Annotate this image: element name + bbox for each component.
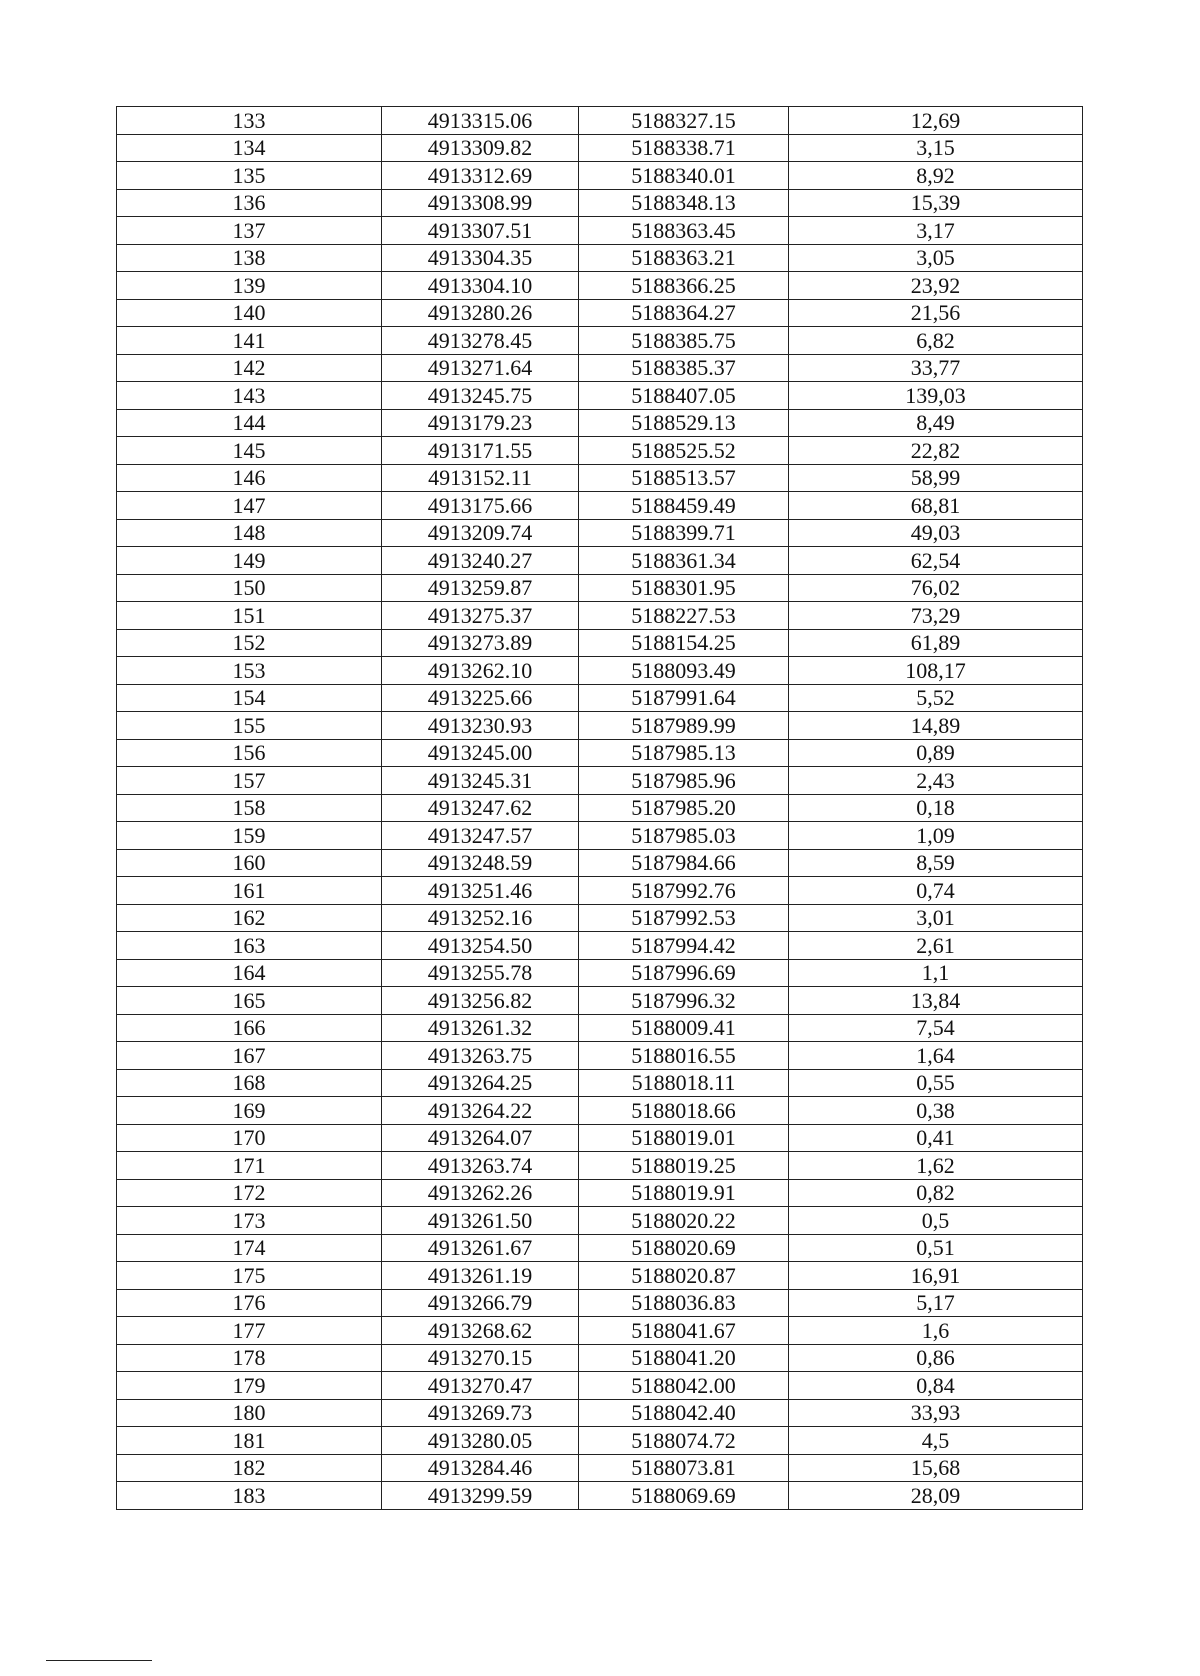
coordinates-table-body — [117, 107, 1083, 1510]
point-number-cell: 171 — [117, 1152, 382, 1180]
point-number-cell: 152 — [117, 629, 382, 657]
point-number-cell: 161 — [117, 877, 382, 905]
x-coordinate-cell: 4913261.32 — [382, 1014, 579, 1042]
table-row — [117, 767, 1083, 795]
x-coordinate-cell: 4913247.62 — [382, 794, 579, 822]
y-coordinate-cell: 5187985.96 — [579, 767, 789, 795]
table-row — [117, 299, 1083, 327]
x-coordinate-cell: 4913273.89 — [382, 629, 579, 657]
point-number-cell: 149 — [117, 547, 382, 575]
distance-cell: 0,18 — [789, 794, 1083, 822]
table-row — [117, 684, 1083, 712]
point-number-cell: 153 — [117, 657, 382, 685]
point-number-cell: 143 — [117, 382, 382, 410]
point-number-cell: 177 — [117, 1317, 382, 1345]
x-coordinate-cell: 4913261.19 — [382, 1262, 579, 1290]
y-coordinate-cell: 5188348.13 — [579, 189, 789, 217]
y-coordinate-cell: 5188366.25 — [579, 272, 789, 300]
table-row — [117, 1207, 1083, 1235]
y-coordinate-cell: 5188041.67 — [579, 1317, 789, 1345]
point-number-cell: 147 — [117, 492, 382, 520]
distance-cell: 73,29 — [789, 602, 1083, 630]
x-coordinate-cell: 4913245.75 — [382, 382, 579, 410]
x-coordinate-cell: 4913278.45 — [382, 327, 579, 355]
point-number-cell: 169 — [117, 1097, 382, 1125]
distance-cell: 8,49 — [789, 409, 1083, 437]
y-coordinate-cell: 5188525.52 — [579, 437, 789, 465]
distance-cell: 4,5 — [789, 1427, 1083, 1455]
distance-cell: 1,64 — [789, 1042, 1083, 1070]
x-coordinate-cell: 4913264.25 — [382, 1069, 579, 1097]
table-row — [117, 959, 1083, 987]
point-number-cell: 142 — [117, 354, 382, 382]
distance-cell: 1,1 — [789, 959, 1083, 987]
point-number-cell: 172 — [117, 1179, 382, 1207]
x-coordinate-cell: 4913275.37 — [382, 602, 579, 630]
x-coordinate-cell: 4913299.59 — [382, 1482, 579, 1510]
point-number-cell: 168 — [117, 1069, 382, 1097]
point-number-cell: 166 — [117, 1014, 382, 1042]
table-row — [117, 107, 1083, 135]
table-row — [117, 739, 1083, 767]
point-number-cell: 173 — [117, 1207, 382, 1235]
point-number-cell: 140 — [117, 299, 382, 327]
x-coordinate-cell: 4913304.10 — [382, 272, 579, 300]
y-coordinate-cell: 5188227.53 — [579, 602, 789, 630]
table-row — [117, 409, 1083, 437]
point-number-cell: 176 — [117, 1289, 382, 1317]
x-coordinate-cell: 4913308.99 — [382, 189, 579, 217]
y-coordinate-cell: 5187991.64 — [579, 684, 789, 712]
point-number-cell: 163 — [117, 932, 382, 960]
distance-cell: 58,99 — [789, 464, 1083, 492]
y-coordinate-cell: 5188016.55 — [579, 1042, 789, 1070]
table-row — [117, 657, 1083, 685]
distance-cell: 68,81 — [789, 492, 1083, 520]
table-row — [117, 602, 1083, 630]
distance-cell: 13,84 — [789, 987, 1083, 1015]
distance-cell: 16,91 — [789, 1262, 1083, 1290]
distance-cell: 0,41 — [789, 1124, 1083, 1152]
point-number-cell: 137 — [117, 217, 382, 245]
distance-cell: 76,02 — [789, 574, 1083, 602]
table-row — [117, 519, 1083, 547]
table-row — [117, 1317, 1083, 1345]
table-row — [117, 1124, 1083, 1152]
distance-cell: 0,84 — [789, 1372, 1083, 1400]
y-coordinate-cell: 5187985.03 — [579, 822, 789, 850]
point-number-cell: 146 — [117, 464, 382, 492]
x-coordinate-cell: 4913248.59 — [382, 849, 579, 877]
x-coordinate-cell: 4913251.46 — [382, 877, 579, 905]
y-coordinate-cell: 5188327.15 — [579, 107, 789, 135]
y-coordinate-cell: 5188154.25 — [579, 629, 789, 657]
distance-cell: 2,43 — [789, 767, 1083, 795]
table-row — [117, 1152, 1083, 1180]
x-coordinate-cell: 4913175.66 — [382, 492, 579, 520]
distance-cell: 3,17 — [789, 217, 1083, 245]
y-coordinate-cell: 5188340.01 — [579, 162, 789, 190]
distance-cell: 5,52 — [789, 684, 1083, 712]
table-row — [117, 932, 1083, 960]
table-row — [117, 1399, 1083, 1427]
y-coordinate-cell: 5188407.05 — [579, 382, 789, 410]
y-coordinate-cell: 5188020.69 — [579, 1234, 789, 1262]
y-coordinate-cell: 5188338.71 — [579, 134, 789, 162]
point-number-cell: 175 — [117, 1262, 382, 1290]
table-row — [117, 547, 1083, 575]
x-coordinate-cell: 4913255.78 — [382, 959, 579, 987]
y-coordinate-cell: 5188019.91 — [579, 1179, 789, 1207]
point-number-cell: 133 — [117, 107, 382, 135]
table-row — [117, 464, 1083, 492]
point-number-cell: 148 — [117, 519, 382, 547]
y-coordinate-cell: 5188018.11 — [579, 1069, 789, 1097]
table-row — [117, 382, 1083, 410]
table-row — [117, 849, 1083, 877]
distance-cell: 8,92 — [789, 162, 1083, 190]
x-coordinate-cell: 4913262.26 — [382, 1179, 579, 1207]
y-coordinate-cell: 5188009.41 — [579, 1014, 789, 1042]
x-coordinate-cell: 4913280.05 — [382, 1427, 579, 1455]
point-number-cell: 135 — [117, 162, 382, 190]
distance-cell: 1,62 — [789, 1152, 1083, 1180]
point-number-cell: 155 — [117, 712, 382, 740]
point-number-cell: 182 — [117, 1454, 382, 1482]
distance-cell: 7,54 — [789, 1014, 1083, 1042]
y-coordinate-cell: 5188019.01 — [579, 1124, 789, 1152]
x-coordinate-cell: 4913266.79 — [382, 1289, 579, 1317]
point-number-cell: 179 — [117, 1372, 382, 1400]
x-coordinate-cell: 4913245.00 — [382, 739, 579, 767]
distance-cell: 5,17 — [789, 1289, 1083, 1317]
point-number-cell: 167 — [117, 1042, 382, 1070]
point-number-cell: 134 — [117, 134, 382, 162]
x-coordinate-cell: 4913309.82 — [382, 134, 579, 162]
point-number-cell: 151 — [117, 602, 382, 630]
point-number-cell: 144 — [117, 409, 382, 437]
x-coordinate-cell: 4913240.27 — [382, 547, 579, 575]
y-coordinate-cell: 5188385.37 — [579, 354, 789, 382]
table-row — [117, 904, 1083, 932]
y-coordinate-cell: 5188513.57 — [579, 464, 789, 492]
distance-cell: 0,86 — [789, 1344, 1083, 1372]
distance-cell: 0,38 — [789, 1097, 1083, 1125]
y-coordinate-cell: 5188019.25 — [579, 1152, 789, 1180]
x-coordinate-cell: 4913179.23 — [382, 409, 579, 437]
y-coordinate-cell: 5188069.69 — [579, 1482, 789, 1510]
point-number-cell: 141 — [117, 327, 382, 355]
point-number-cell: 159 — [117, 822, 382, 850]
y-coordinate-cell: 5188301.95 — [579, 574, 789, 602]
x-coordinate-cell: 4913225.66 — [382, 684, 579, 712]
x-coordinate-cell: 4913263.74 — [382, 1152, 579, 1180]
distance-cell: 3,05 — [789, 244, 1083, 272]
distance-cell: 12,69 — [789, 107, 1083, 135]
distance-cell: 23,92 — [789, 272, 1083, 300]
point-number-cell: 156 — [117, 739, 382, 767]
point-number-cell: 170 — [117, 1124, 382, 1152]
y-coordinate-cell: 5188361.34 — [579, 547, 789, 575]
x-coordinate-cell: 4913256.82 — [382, 987, 579, 1015]
footnote-separator — [46, 1660, 152, 1661]
distance-cell: 1,6 — [789, 1317, 1083, 1345]
y-coordinate-cell: 5188093.49 — [579, 657, 789, 685]
distance-cell: 0,51 — [789, 1234, 1083, 1262]
y-coordinate-cell: 5187996.69 — [579, 959, 789, 987]
table-row — [117, 134, 1083, 162]
x-coordinate-cell: 4913270.47 — [382, 1372, 579, 1400]
point-number-cell: 139 — [117, 272, 382, 300]
x-coordinate-cell: 4913252.16 — [382, 904, 579, 932]
table-row — [117, 1289, 1083, 1317]
table-row — [117, 712, 1083, 740]
x-coordinate-cell: 4913209.74 — [382, 519, 579, 547]
distance-cell: 108,17 — [789, 657, 1083, 685]
point-number-cell: 138 — [117, 244, 382, 272]
x-coordinate-cell: 4913268.62 — [382, 1317, 579, 1345]
x-coordinate-cell: 4913254.50 — [382, 932, 579, 960]
table-row — [117, 629, 1083, 657]
distance-cell: 33,93 — [789, 1399, 1083, 1427]
distance-cell: 0,82 — [789, 1179, 1083, 1207]
x-coordinate-cell: 4913284.46 — [382, 1454, 579, 1482]
table-row — [117, 1427, 1083, 1455]
y-coordinate-cell: 5188020.22 — [579, 1207, 789, 1235]
point-number-cell: 180 — [117, 1399, 382, 1427]
table-row — [117, 272, 1083, 300]
point-number-cell: 157 — [117, 767, 382, 795]
point-number-cell: 178 — [117, 1344, 382, 1372]
y-coordinate-cell: 5188363.21 — [579, 244, 789, 272]
y-coordinate-cell: 5188036.83 — [579, 1289, 789, 1317]
table-row — [117, 492, 1083, 520]
y-coordinate-cell: 5187996.32 — [579, 987, 789, 1015]
distance-cell: 139,03 — [789, 382, 1083, 410]
distance-cell: 22,82 — [789, 437, 1083, 465]
x-coordinate-cell: 4913259.87 — [382, 574, 579, 602]
table-row — [117, 1097, 1083, 1125]
distance-cell: 0,5 — [789, 1207, 1083, 1235]
table-row — [117, 794, 1083, 822]
x-coordinate-cell: 4913263.75 — [382, 1042, 579, 1070]
table-row — [117, 1234, 1083, 1262]
y-coordinate-cell: 5188042.40 — [579, 1399, 789, 1427]
table-row — [117, 354, 1083, 382]
distance-cell: 49,03 — [789, 519, 1083, 547]
table-row — [117, 574, 1083, 602]
point-number-cell: 150 — [117, 574, 382, 602]
table-row — [117, 162, 1083, 190]
distance-cell: 3,15 — [789, 134, 1083, 162]
y-coordinate-cell: 5187985.13 — [579, 739, 789, 767]
table-row — [117, 1069, 1083, 1097]
point-number-cell: 174 — [117, 1234, 382, 1262]
table-row — [117, 1014, 1083, 1042]
table-row — [117, 1042, 1083, 1070]
x-coordinate-cell: 4913245.31 — [382, 767, 579, 795]
distance-cell: 62,54 — [789, 547, 1083, 575]
distance-cell: 0,74 — [789, 877, 1083, 905]
table-row — [117, 244, 1083, 272]
distance-cell: 0,89 — [789, 739, 1083, 767]
y-coordinate-cell: 5187984.66 — [579, 849, 789, 877]
x-coordinate-cell: 4913270.15 — [382, 1344, 579, 1372]
point-number-cell: 164 — [117, 959, 382, 987]
x-coordinate-cell: 4913315.06 — [382, 107, 579, 135]
distance-cell: 1,09 — [789, 822, 1083, 850]
point-number-cell: 183 — [117, 1482, 382, 1510]
distance-cell: 15,39 — [789, 189, 1083, 217]
distance-cell: 0,55 — [789, 1069, 1083, 1097]
distance-cell: 2,61 — [789, 932, 1083, 960]
point-number-cell: 158 — [117, 794, 382, 822]
distance-cell: 6,82 — [789, 327, 1083, 355]
table-row — [117, 189, 1083, 217]
distance-cell: 21,56 — [789, 299, 1083, 327]
table-row — [117, 437, 1083, 465]
point-number-cell: 162 — [117, 904, 382, 932]
y-coordinate-cell: 5187985.20 — [579, 794, 789, 822]
y-coordinate-cell: 5188020.87 — [579, 1262, 789, 1290]
x-coordinate-cell: 4913171.55 — [382, 437, 579, 465]
distance-cell: 8,59 — [789, 849, 1083, 877]
table-row — [117, 1454, 1083, 1482]
coordinates-table — [116, 106, 1083, 1510]
point-number-cell: 165 — [117, 987, 382, 1015]
x-coordinate-cell: 4913261.67 — [382, 1234, 579, 1262]
table-row — [117, 1482, 1083, 1510]
x-coordinate-cell: 4913271.64 — [382, 354, 579, 382]
y-coordinate-cell: 5188073.81 — [579, 1454, 789, 1482]
table-row — [117, 217, 1083, 245]
y-coordinate-cell: 5188399.71 — [579, 519, 789, 547]
y-coordinate-cell: 5188042.00 — [579, 1372, 789, 1400]
x-coordinate-cell: 4913312.69 — [382, 162, 579, 190]
y-coordinate-cell: 5188074.72 — [579, 1427, 789, 1455]
x-coordinate-cell: 4913264.07 — [382, 1124, 579, 1152]
y-coordinate-cell: 5187989.99 — [579, 712, 789, 740]
y-coordinate-cell: 5187992.53 — [579, 904, 789, 932]
y-coordinate-cell: 5188363.45 — [579, 217, 789, 245]
distance-cell: 3,01 — [789, 904, 1083, 932]
point-number-cell: 160 — [117, 849, 382, 877]
distance-cell: 15,68 — [789, 1454, 1083, 1482]
y-coordinate-cell: 5187994.42 — [579, 932, 789, 960]
y-coordinate-cell: 5188018.66 — [579, 1097, 789, 1125]
table-row — [117, 327, 1083, 355]
table-row — [117, 822, 1083, 850]
distance-cell: 61,89 — [789, 629, 1083, 657]
x-coordinate-cell: 4913280.26 — [382, 299, 579, 327]
x-coordinate-cell: 4913230.93 — [382, 712, 579, 740]
x-coordinate-cell: 4913262.10 — [382, 657, 579, 685]
x-coordinate-cell: 4913304.35 — [382, 244, 579, 272]
point-number-cell: 181 — [117, 1427, 382, 1455]
distance-cell: 33,77 — [789, 354, 1083, 382]
x-coordinate-cell: 4913152.11 — [382, 464, 579, 492]
y-coordinate-cell: 5187992.76 — [579, 877, 789, 905]
y-coordinate-cell: 5188364.27 — [579, 299, 789, 327]
distance-cell: 28,09 — [789, 1482, 1083, 1510]
y-coordinate-cell: 5188459.49 — [579, 492, 789, 520]
x-coordinate-cell: 4913269.73 — [382, 1399, 579, 1427]
y-coordinate-cell: 5188529.13 — [579, 409, 789, 437]
x-coordinate-cell: 4913307.51 — [382, 217, 579, 245]
y-coordinate-cell: 5188385.75 — [579, 327, 789, 355]
table-row — [117, 877, 1083, 905]
table-row — [117, 1344, 1083, 1372]
x-coordinate-cell: 4913264.22 — [382, 1097, 579, 1125]
table-row — [117, 1179, 1083, 1207]
x-coordinate-cell: 4913261.50 — [382, 1207, 579, 1235]
distance-cell: 14,89 — [789, 712, 1083, 740]
table-row — [117, 1372, 1083, 1400]
point-number-cell: 145 — [117, 437, 382, 465]
table-row — [117, 1262, 1083, 1290]
table-row — [117, 987, 1083, 1015]
point-number-cell: 136 — [117, 189, 382, 217]
y-coordinate-cell: 5188041.20 — [579, 1344, 789, 1372]
point-number-cell: 154 — [117, 684, 382, 712]
x-coordinate-cell: 4913247.57 — [382, 822, 579, 850]
